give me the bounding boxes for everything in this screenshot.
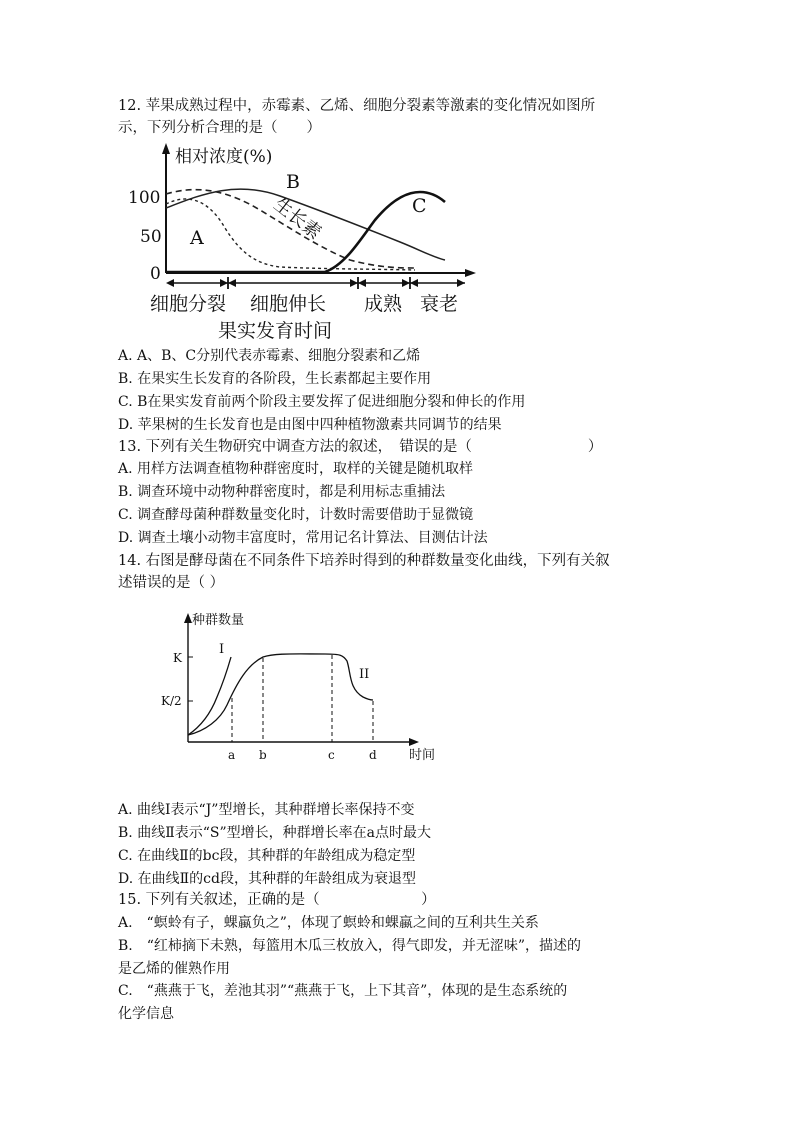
ytick-k-half: K/2 <box>161 694 182 708</box>
label-ii: II <box>359 667 370 682</box>
ytick-k: K <box>173 651 182 665</box>
q14-option-c: C. 在曲线Ⅱ的bc段，其种群的年龄组成为稳定型 <box>118 848 416 864</box>
pop-ylabel: 种群数量 <box>192 613 245 628</box>
ytick-50: 50 <box>140 227 162 247</box>
q14-stem-line2: 述错误的是（ ） <box>118 575 225 591</box>
stage-aging: 衰老 <box>420 293 459 315</box>
q13-option-d: D. 调查土壤小动物丰富度时，常用记名计算法、目测估计法 <box>118 530 488 546</box>
xtick-c: c <box>328 748 335 762</box>
q15-stem: 15. 下列有关叙述，正确的是（ ） <box>118 892 436 908</box>
q14-stem-line1: 14. 右图是酵母菌在不同条件下培养时得到的种群数量变化曲线，下列有关叙 <box>118 553 610 569</box>
xtick-b: b <box>259 748 267 762</box>
curve-i <box>188 657 231 735</box>
q12-option-d: D. 苹果树的生长发育也是由图中四种植物激素共同调节的结果 <box>118 417 502 433</box>
q15-option-c-line1: C. “燕燕于飞，差池其羽”“燕燕于飞，上下其音”，体现的是生态系统的 <box>118 983 568 999</box>
stage-division: 细胞分裂 <box>150 293 227 315</box>
q13-option-a: A. 用样方法调查植物种群密度时，取样的关键是随机取样 <box>118 461 474 477</box>
stage-elongation: 细胞伸长 <box>250 293 327 315</box>
q15-option-b-line1: B. “红柿摘下未熟，每篮用木瓜三枚放入，得气即发，并无涩味”，描述的 <box>118 938 582 954</box>
label-b: B <box>286 171 300 193</box>
stage-mature: 成熟 <box>364 293 403 315</box>
curve-ii <box>188 654 373 735</box>
q14-option-d: D. 在曲线Ⅱ的cd段，其种群的年龄组成为衰退型 <box>118 871 416 887</box>
chart-ylabel: 相对浓度(%) <box>175 147 273 167</box>
population-chart <box>155 605 445 770</box>
pop-xlabel: 时间 <box>409 748 436 763</box>
q12-option-a: A. A、B、C分别代表赤霉素、细胞分裂素和乙烯 <box>118 348 421 364</box>
q14-option-a: A. 曲线Ⅰ表示“J”型增长，其种群增长率保持不变 <box>118 802 415 818</box>
q13-stem: 13. 下列有关生物研究中调查方法的叙述， 错误的是（ ） <box>118 439 603 455</box>
ytick-0: 0 <box>150 264 161 284</box>
label-auxin: 生长素 <box>269 193 326 244</box>
ytick-100: 100 <box>128 188 161 208</box>
q15-option-b-line2: 是乙烯的催熟作用 <box>118 961 230 977</box>
label-a: A <box>190 227 204 249</box>
chart-xlabel: 果实发育时间 <box>218 320 333 342</box>
q15-option-a: A. “螟蛉有子，蜾蠃负之”，体现了螟蛉和蜾蠃之间的互利共生关系 <box>118 915 539 931</box>
q12-option-c: C. B在果实发育前两个阶段主要发挥了促进细胞分裂和伸长的作用 <box>118 394 526 410</box>
q12-option-b: B. 在果实生长发育的各阶段，生长素都起主要作用 <box>118 371 432 387</box>
q12-stem-line2: 示，下列分析合理的是（ ） <box>118 120 321 136</box>
hormone-chart <box>120 140 480 345</box>
xtick-a: a <box>228 748 236 762</box>
xtick-d: d <box>369 748 377 762</box>
q12-stem-line1: 12. 苹果成熟过程中，赤霉素、乙烯、细胞分裂素等激素的变化情况如图所 <box>118 98 596 114</box>
label-i: I <box>219 642 225 657</box>
label-c: C <box>412 195 427 217</box>
q15-option-c-line2: 化学信息 <box>118 1006 174 1022</box>
q13-option-b: B. 调查环境中动物种群密度时，都是利用标志重捕法 <box>118 484 446 500</box>
q13-option-c: C. 调查酵母菌种群数量变化时，计数时需要借助于显微镜 <box>118 507 474 523</box>
q14-option-b: B. 曲线Ⅱ表示“S”型增长，种群增长率在a点时最大 <box>118 825 431 841</box>
